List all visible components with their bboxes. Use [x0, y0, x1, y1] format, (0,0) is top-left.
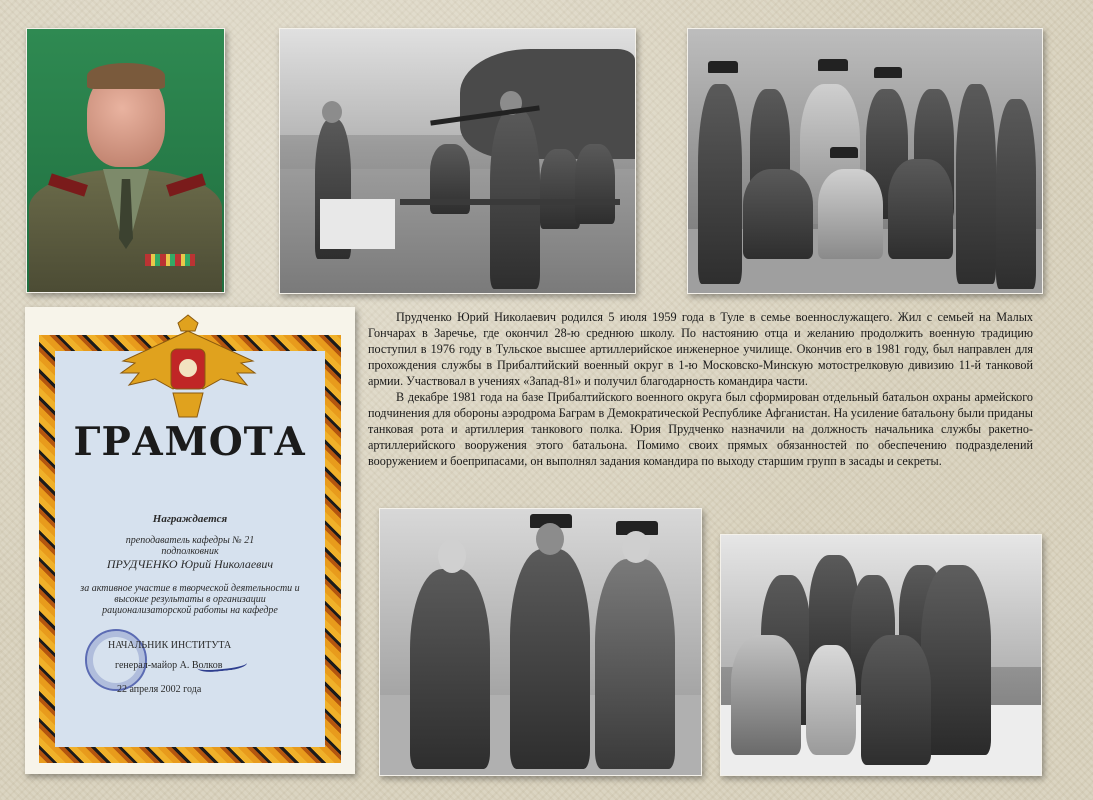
biography-text: [368, 309, 1033, 469]
crouching-officer: [743, 169, 813, 259]
trees: [460, 49, 635, 159]
certificate-date: 22 апреля 2002 года: [117, 684, 202, 695]
officer-head: [536, 523, 564, 555]
certificate-title: ГРАМОТА: [73, 419, 307, 465]
soldier: [410, 569, 490, 769]
table-cloth: [320, 199, 395, 249]
signer-rank-name: генерал-майор А. Волков: [115, 660, 223, 671]
bench: [400, 199, 620, 205]
soldier-head: [622, 531, 650, 563]
crouching-officer: [888, 159, 953, 259]
officer: [510, 549, 590, 769]
cap: [708, 61, 738, 73]
cap: [874, 67, 902, 78]
officer-in-coat: [921, 565, 991, 755]
cap: [830, 147, 858, 158]
shepherd-dog: [806, 645, 856, 755]
soldier: [595, 559, 675, 769]
award-reason-line: рационализаторской работы на кафедре: [102, 605, 278, 616]
double-headed-eagle-emblem: [113, 313, 263, 423]
signer-title: НАЧАЛЬНИК ИНСТИТУТА: [108, 640, 232, 651]
biography-paragraph-1: Прудченко Юрий Николаевич родился 5 июля 1959 года в Туле в семье военнослужащего. Жил с семьей на Малых Гончарах в Заречье, где окончил 28-ю среднюю школу. По настоянию отца и желанию продолжить военную традицию поступил в 1976 году в Тульское высшее артиллерийское инженерное училище. Окончив его в 1981 году, был направлен для прохождения службы в Прибалтийский военный округ в 1-ю Московско-Минскую мотострелковую дивизию 11-й танковой армии. Участвовал в учениях «Запад-81» и получил благодарность командира части.: [368, 310, 1033, 388]
recipient-name: ПРУДЧЕНКО Юрий Николаевич: [106, 557, 274, 571]
crouching-soldier: [861, 635, 931, 765]
training-field-photo: [279, 28, 636, 294]
soldier-head: [438, 539, 466, 573]
soldier-head: [322, 101, 342, 123]
awarded-label: Награждается: [152, 513, 228, 525]
seated-soldier: [575, 144, 615, 224]
seated-soldier: [540, 149, 580, 229]
soldiers-tent-photo: [379, 508, 702, 776]
recipient-rank: подполковник: [161, 546, 219, 557]
portrait-photo: [26, 28, 225, 293]
biography-paragraph-2: В декабре 1981 года на базе Прибалтийского военного округа был сформирован отдельный батальон охраны армейского подчинения для обороны аэродрома Баграм в Демократической Республике Афганистан. На усиление батальону были приданы танковая рота и артиллерия танкового полка. Юрия Прудченко назначили на должность начальника службы ракетно-артиллерийского вооружения этого батальона. Помимо своих прямых обязанностей по обеспечению подразделений вооружением и боеприпасами, он выполнял задания командира по выходу старшим групп в засады и секреты.: [368, 390, 1033, 468]
medal-ribbons: [145, 254, 195, 266]
officer: [996, 99, 1036, 289]
officers-group-photo: [687, 28, 1043, 294]
portrait-hair: [87, 63, 165, 89]
group-with-dog-photo: [720, 534, 1042, 776]
recipient-position: преподаватель кафедры № 21: [125, 535, 255, 546]
kneeling-soldier: [731, 635, 801, 755]
officer: [698, 84, 742, 284]
award-reason-line: высокие результаты в организации: [114, 594, 266, 605]
certificate-gramota: [25, 307, 355, 774]
officer: [956, 84, 996, 284]
cap: [818, 59, 848, 71]
award-reason-line: за активное участие в творческой деятельности и: [80, 583, 300, 594]
crouching-officer: [818, 169, 883, 259]
